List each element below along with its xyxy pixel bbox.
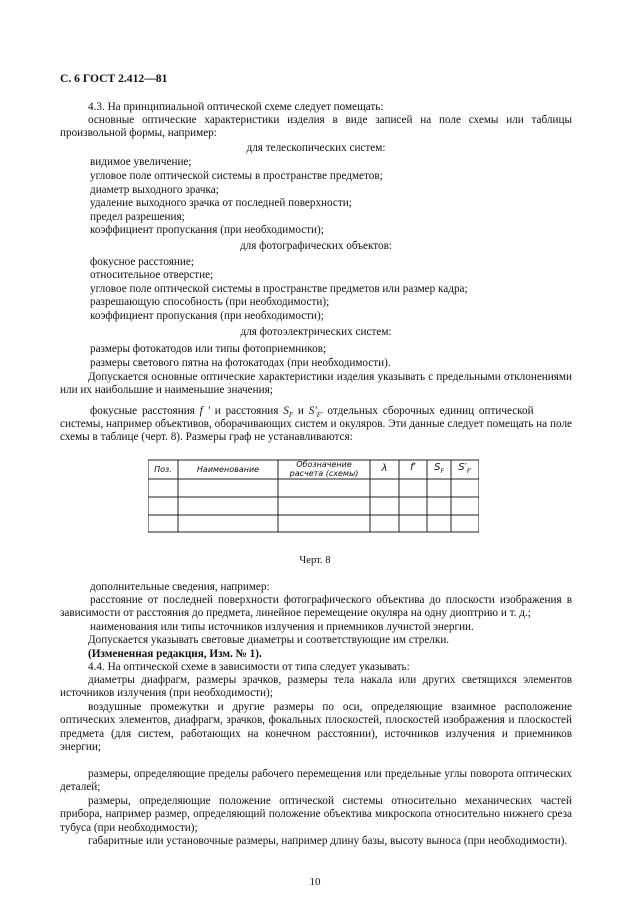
focal-text-a: фокусные расстояния	[90, 405, 195, 417]
symbol-sf: $S_F$	[283, 405, 294, 420]
list-item: предел разрешения;	[90, 211, 185, 223]
paragraph-focal-rest: системы, например объективов, оборачивающих систем и окуляров. Эти данные следует помещать на поле схемы в таблице (черт. 8). Размеры граф не устанавливаются:	[60, 418, 572, 444]
table-header-f: f′	[410, 462, 416, 473]
list-item: диаметр выходного зрачка;	[90, 184, 219, 196]
revision-note: (Измененная редакция, Изм. № 1).	[88, 648, 262, 660]
focal-text-c: и	[297, 405, 304, 417]
list-item: разрешающую способность (при необходимости);	[90, 296, 330, 308]
table-header-sf-s: S	[434, 462, 441, 473]
list-item: относительное отверстие;	[90, 269, 214, 281]
table-header-sf-prime	[451, 463, 479, 476]
characteristics-table	[148, 457, 479, 535]
section-4-3-intro: 4.3. На принципиальной оптической схеме следует помещать:	[88, 101, 384, 113]
subheading-telescopic: для телескопических систем:	[246, 142, 386, 154]
table-header-name: Наименование	[196, 465, 260, 474]
focal-text-b: и расстояния	[214, 405, 279, 417]
paragraph-distance-text: расстояние от последней поверхности фотографического объектива до плоскости изображения в зависимости от расстояния до предмета, линейное перемещение окуляра на одну диоптрию и т. д.;	[60, 594, 572, 620]
table-header-sf-prime-s: S′	[458, 462, 467, 473]
list-item: видимое увеличение;	[90, 156, 192, 168]
paragraph-overall: габаритные или установочные размеры, например длину базы, высоту выноса (при необходимости).	[88, 835, 568, 847]
paragraph-main-characteristics: основные оптические характеристики изделия в виде записей на поле схемы или таблицы произвольной формы, например:	[60, 114, 572, 140]
list-item: коэффициент пропускания (при необходимости);	[90, 310, 324, 322]
paragraph-light-diameters: Допускается указывать световые диаметры и соответствующие им стрелки.	[88, 634, 450, 646]
table-header-lambda: λ	[381, 463, 388, 474]
list-item: угловое поле оптической системы в пространстве предметов или размер кадра;	[90, 283, 468, 295]
table-header-designation-line2: расчета (схемы)	[289, 469, 359, 478]
paragraph-names: наименования или типы источников излучения и приемников лучистой энергии.	[90, 621, 474, 633]
list-item: коэффициент пропускания (при необходимости);	[90, 224, 324, 236]
paragraph-position: размеры, определяющие положение оптической системы относительно механических частей прибора, например размер, определяющий положение объектива микроскопа относительно нижнего среза тубуса (при необходимости);	[60, 795, 572, 834]
subheading-photoelectric: для фотоэлектрических систем:	[240, 326, 392, 338]
page-number: 10	[309, 876, 321, 888]
table-header-designation-line1: Обозначение	[296, 460, 352, 469]
page-header: С. 6 ГОСТ 2.412—81	[60, 72, 168, 85]
table-header-sf-prime-sub: F′	[466, 468, 472, 475]
table-header-sf-sub: F	[440, 468, 444, 475]
symbol-f-prime: f ′	[199, 405, 210, 417]
table-header-pos: Поз.	[154, 465, 172, 474]
list-item: размеры фотокатодов или типы фотоприемников;	[90, 343, 327, 355]
table-header-sf	[427, 463, 451, 476]
paragraph-distance	[60, 594, 572, 621]
list-item: фокусное расстояние;	[90, 256, 194, 268]
table-header-designation	[278, 460, 370, 478]
paragraph-additional: дополнительные сведения, например:	[90, 581, 270, 593]
paragraph-air-gaps: воздушные промежутки и другие размеры по оси, определяющие взаимное расположение оптических элементов, диафрагм, зрачков, фокальных плоскостей, плоскостей изображения и плоскостей предмета (для систем, работающих на конечном расстоянии), источников излучения и приемников энергии;	[60, 701, 572, 753]
list-item: удаление выходного зрачка от последней поверхности;	[90, 197, 352, 209]
section-4-4-intro: 4.4. На оптической схеме в зависимости от типа следует указывать:	[88, 661, 410, 673]
list-item: угловое поле оптической системы в пространстве предметов;	[90, 170, 383, 182]
paragraph-diameters: диаметры диафрагм, размеры зрачков, размеры тела накала или других светящихся элементов источников излучения (при необходимости);	[60, 674, 572, 700]
list-item: размеры светового пятна на фотокатодах (при необходимости).	[90, 357, 391, 369]
paragraph-movement-limits: размеры, определяющие пределы рабочего перемещения или предельные углы поворота оптических деталей;	[60, 768, 572, 794]
figure-caption: Черт. 8	[299, 555, 331, 566]
subheading-photographic: для фотографических объектов:	[239, 240, 393, 252]
paragraph-allowed-limits: Допускается основные оптические характеристики изделия указывать с предельными отклонениями или их наибольшие и наименьшие значения;	[60, 371, 572, 397]
symbol-sf-prime: $S'_{F'}$	[308, 405, 323, 420]
focal-text-d: отдельных сборочных единиц оптической	[327, 405, 534, 417]
